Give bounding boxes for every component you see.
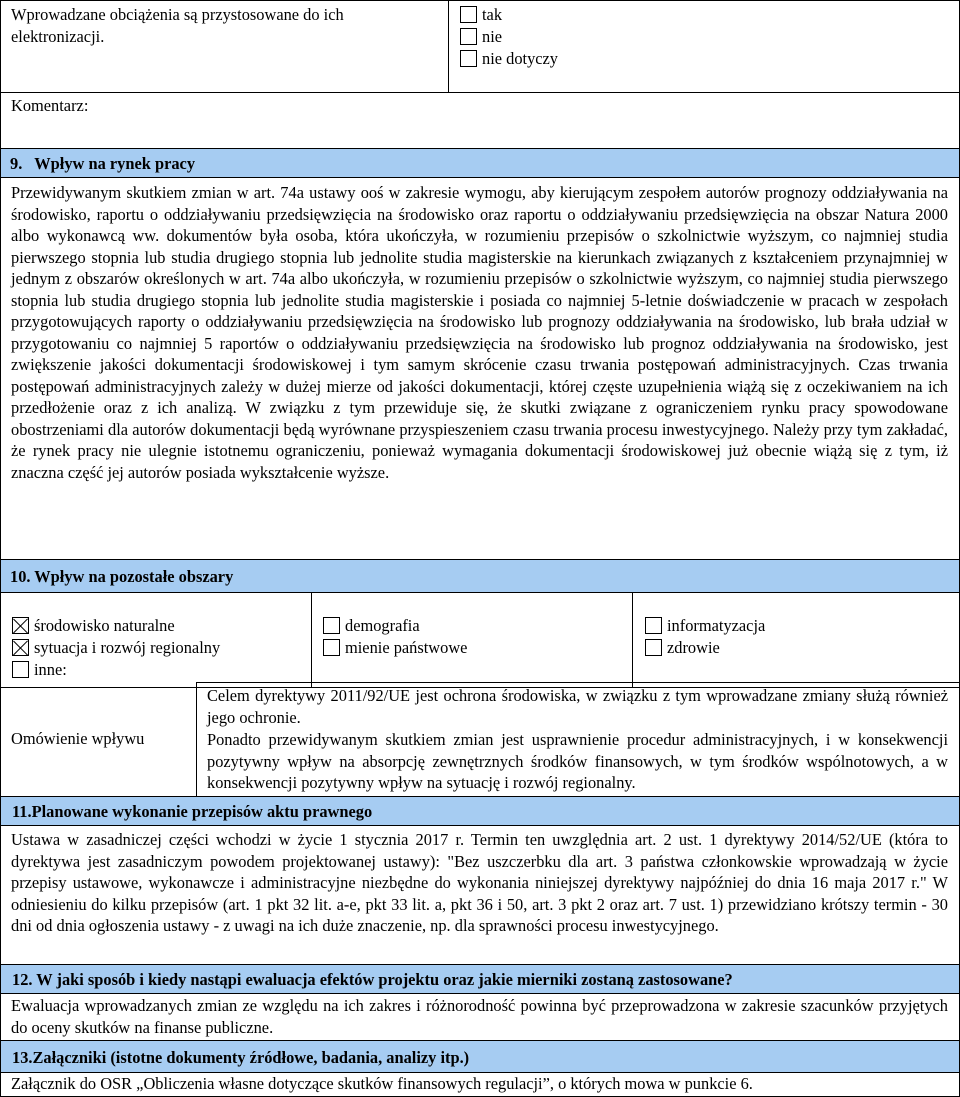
- section-12-body: Ewaluacja wprowadzanych zmian ze względu na ich zakres i różnorodność powinna być przeprowadzona w zakresie szacunków przyjętych do oceny skutków na finanse publiczne.: [11, 996, 948, 1037]
- option-nie-dotyczy-label: nie dotyczy: [482, 49, 559, 68]
- checkbox-sytuacja-regionalna[interactable]: [12, 639, 29, 656]
- impact-top-line: [196, 682, 960, 683]
- option-inne-label: inne:: [34, 660, 67, 679]
- checkbox-inne[interactable]: [12, 661, 29, 678]
- option-srodowisko-naturalne[interactable]: [12, 615, 220, 637]
- option-informatyzacja-label: informatyzacja: [667, 616, 766, 635]
- option-tak-label: tak: [482, 5, 503, 24]
- question-text: Wprowadzane obciążenia są przystosowane do ich elektronizacji.: [11, 5, 344, 46]
- question-divider: [448, 0, 449, 93]
- checkbox-srodowisko-naturalne[interactable]: [12, 617, 29, 634]
- section-10-col-divider-2: [632, 592, 633, 688]
- section-10-col-1: [12, 615, 220, 681]
- option-nie-dotyczy[interactable]: [460, 48, 558, 70]
- option-demografia[interactable]: [323, 615, 467, 637]
- option-mienie-panstwowe-label: mienie państwowe: [345, 638, 468, 657]
- section-10-col-divider-1: [311, 592, 312, 688]
- checkbox-nie[interactable]: [460, 28, 477, 45]
- impact-label: Omówienie wpływu: [11, 729, 145, 748]
- option-nie[interactable]: [460, 26, 558, 48]
- section-9-header: 9. Wpływ na rynek pracy: [0, 148, 960, 178]
- option-srodowisko-naturalne-label: środowisko naturalne: [34, 616, 175, 635]
- section-9-body: Przewidywanym skutkiem zmian w art. 74a ustawy ooś w zakresie wymogu, aby kierującym zespołem autorów prognozy oddziaływania na środowisko, raportu o oddziaływaniu przedsięwzięcia na środowisko oraz raportu o oddziaływaniu przedsięwzięcia na obszar Natura 2000 albo wykonawcą ww. dokumentów była osoba, która ukończyła, w rozumieniu przepisów o szkolnictwie wyższym, co najmniej studia pierwszego stopnia lub studia drugiego stopnia lub jednolite studia magisterskie na kierunkach związanych z kształceniem przynajmniej w jednym z obszarów określonych w art. 74a albo ukończyła, w rozumieniu przepisów o szkolnictwie wyższym, co najmniej studia pierwszego stopnia lub studia drugiego stopnia lub jednolite studia magisterskie i posiada co najmniej 5-letnie doświadczenie w pracach w zespołach przygotowujących raporty o oddziaływaniu przedsięwzięcia na środowisko lub prognozy oddziaływania na środowisko, lub brała udział w przygotowaniu co najmniej 5 raportów o oddziaływaniu przedsięwzięcia na środowisko lub prognoz oddziaływania na środowisko, jest zwiększenie jakości dokumentacji środowiskowej i tym samym skrócenie czasu trwania postępowań administracyjnych. Czas trwania postępowań administracyjnych zależy w dużej mierze od jakości dokumentacji, której częste uzupełnienia wiążą się z oczekiwaniem na ich przedłożenie oraz z ich analizą. W związku z tym przewiduje się, że skutki związane z ograniczeniem rynku pracy spowodowane obostrzeniami dla autorów dokumentacji będą wyrównane przyspieszeniem czasu trwania procesu inwestycyjnego. Należy przy tym zakładać, że rynek pracy nie ulegnie istotnemu ograniczeniu, ponieważ wymagania dokumentacji środowiskowej już obecnie wiążą się z tym, iż znaczna część jej autorów posiada wykształcenie wyższe.: [11, 183, 948, 482]
- option-demografia-label: demografia: [345, 616, 420, 635]
- option-informatyzacja[interactable]: [645, 615, 765, 637]
- option-nie-label: nie: [482, 27, 503, 46]
- section-10-col-2: [323, 615, 467, 659]
- checkbox-zdrowie[interactable]: [645, 639, 662, 656]
- comment-label: Komentarz:: [11, 96, 89, 115]
- section-10-col-3: [645, 615, 765, 659]
- impact-text-2: Ponadto przewidywanym skutkiem zmian jest usprawnienie procedur administracyjnych, i w konsekwencji pozytywny wpływ na absorpcję zewnętrznych środków finansowych, w tym środków wspólnotowych, a w konsekwencji pozytywny wpływ na sytuację i rozwój regionalny.: [207, 730, 948, 792]
- section-10-header: 10. Wpływ na pozostałe obszary: [0, 559, 960, 593]
- option-sytuacja-regionalna-label: sytuacja i rozwój regionalny: [34, 638, 221, 657]
- checkbox-mienie-panstwowe[interactable]: [323, 639, 340, 656]
- checkbox-demografia[interactable]: [323, 617, 340, 634]
- impact-text-1: Celem dyrektywy 2011/92/UE jest ochrona środowiska, w związku z tym wprowadzane zmiany służą również jego ochronie.: [207, 686, 948, 727]
- section-11-header: 11.Planowane wykonanie przepisów aktu prawnego: [0, 796, 960, 826]
- section-12-header: 12. W jaki sposób i kiedy nastąpi ewaluacja efektów projektu oraz jakie mierniki zostaną zastosowane?: [0, 964, 960, 994]
- option-inne[interactable]: [12, 659, 220, 681]
- section-11-body: Ustawa w zasadniczej części wchodzi w życie 1 stycznia 2017 r. Termin ten uwzględnia art. 2 ust. 1 dyrektywy 2014/52/UE (która to dyrektywa jest zasadniczym powodem projektowanej ustawy): "Bez uszczerbku dla art. 3 państwa członkowskie wprowadzają w życie przepisy ustawowe, wykonawcze i administracyjne niezbędne do wykonania niniejszej dyrektywy najpóźniej do dnia 16 maja 2017 r." W odniesieniu do kilku przepisów (art. 1 pkt 32 lit. a-e, pkt 33 lit. a, pkt 36 i 50, art. 3 pkt 2 oraz art. 7 ust. 1) przewidziano krótszy termin - 30 dni od dnia ogłoszenia ustawy - z uwagi na ich duże znaczenie, np. dla sprawności procesu inwestycyjnego.: [11, 830, 948, 935]
- option-zdrowie[interactable]: [645, 637, 765, 659]
- checkbox-nie-dotyczy[interactable]: [460, 50, 477, 67]
- section-13-header: 13.Załączniki (istotne dokumenty źródłowe, badania, analizy itp.): [0, 1040, 960, 1073]
- comment-row: [0, 92, 960, 149]
- impact-divider: [196, 682, 197, 797]
- option-mienie-panstwowe[interactable]: [323, 637, 467, 659]
- checkbox-informatyzacja[interactable]: [645, 617, 662, 634]
- answer-options: [460, 4, 558, 70]
- section-13-body: Załącznik do OSR „Obliczenia własne dotyczące skutków finansowych regulacji”, o których mowa w punkcie 6.: [11, 1074, 753, 1093]
- option-sytuacja-regionalna[interactable]: [12, 637, 220, 659]
- option-zdrowie-label: zdrowie: [667, 638, 720, 657]
- checkbox-tak[interactable]: [460, 6, 477, 23]
- option-tak[interactable]: [460, 4, 558, 26]
